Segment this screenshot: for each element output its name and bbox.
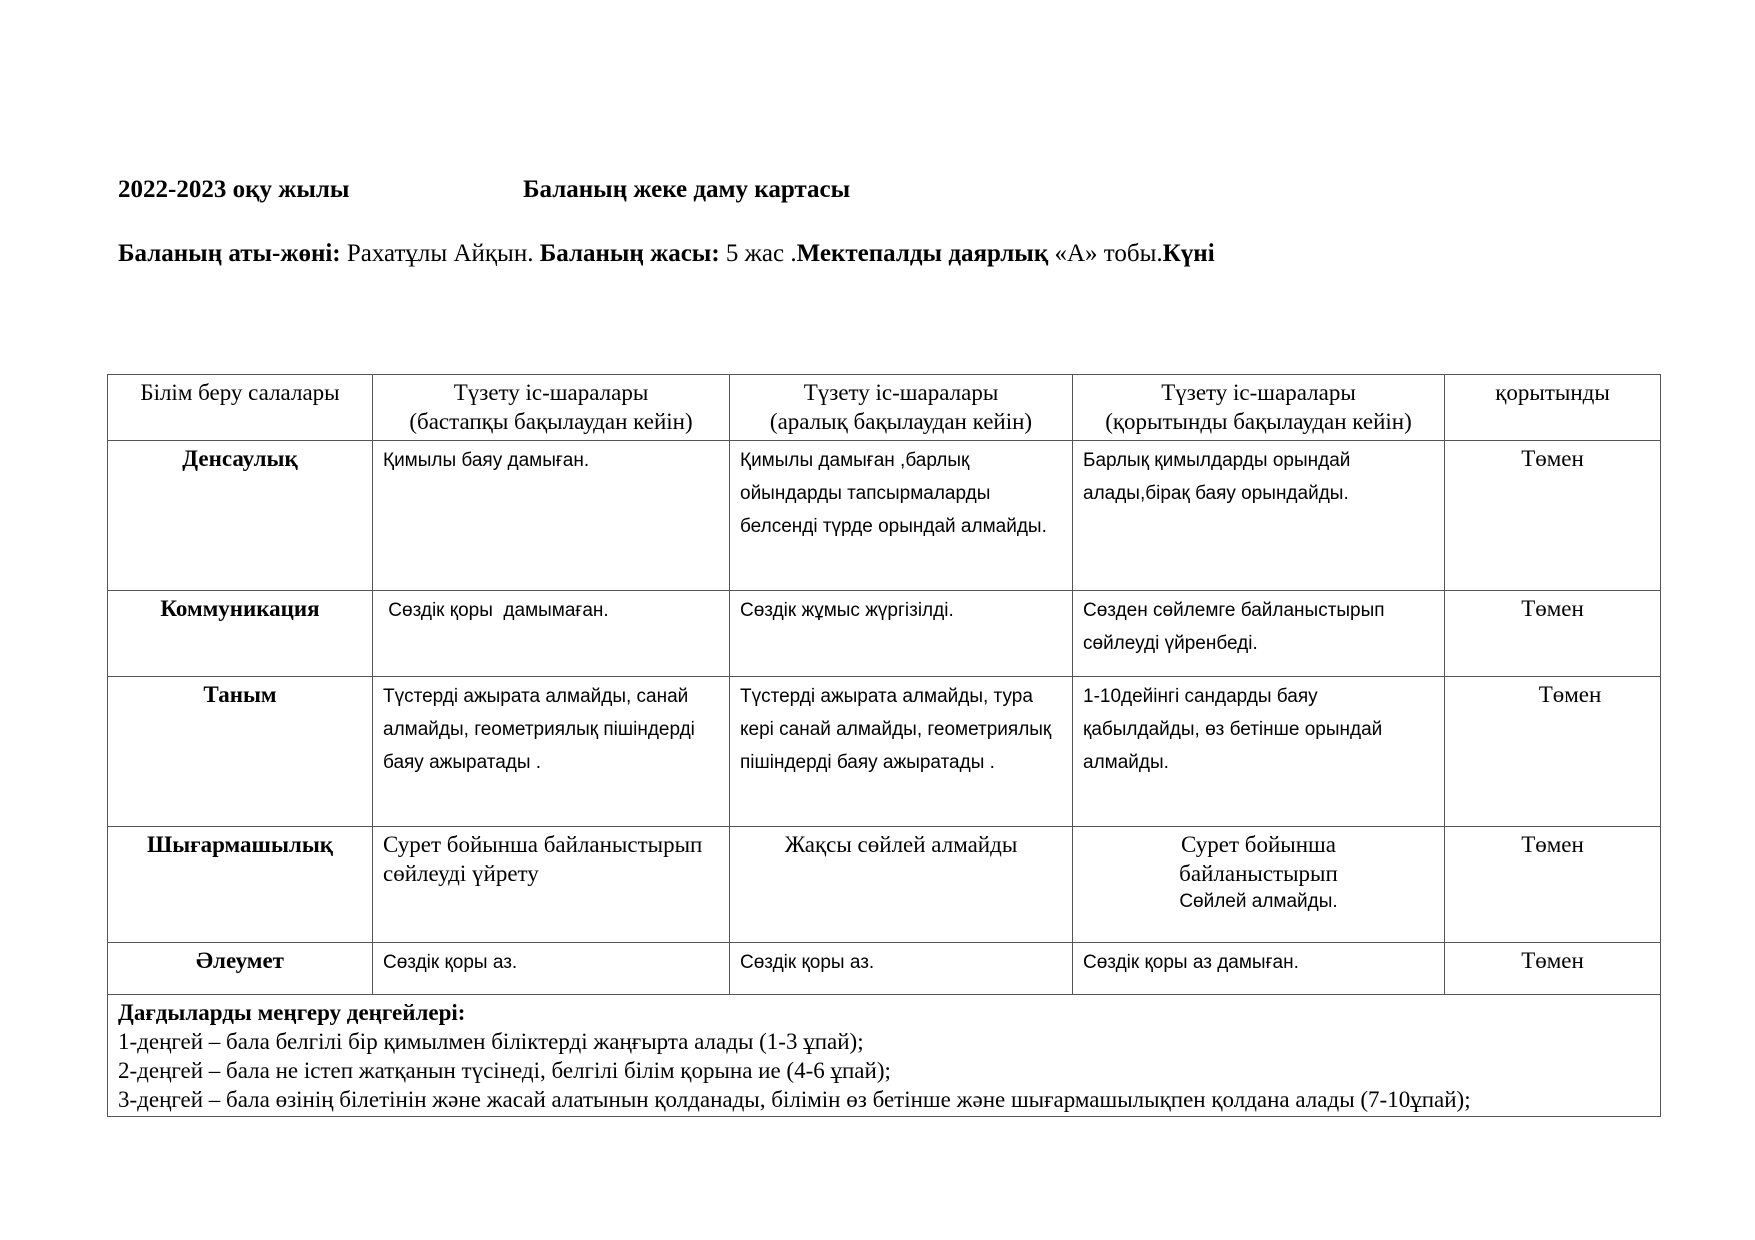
- initial-cell: Қимылы баяу дамыған.: [373, 441, 730, 591]
- levels-row: [108, 995, 1661, 1117]
- table-row: [108, 943, 1661, 995]
- final-cell: Барлық қимылдарды орындай алады,бірақ баяу орындайды.: [1073, 441, 1445, 591]
- final-cell-line-a: Сурет бойынша байланыстырып: [1179, 832, 1338, 886]
- group-value: «А» тобы.: [1048, 240, 1163, 267]
- area-cell: Денсаулық: [108, 441, 373, 591]
- table-row: [108, 591, 1661, 677]
- area-cell: Таным: [108, 677, 373, 827]
- middle-cell: Жақсы сөйлей алмайды: [730, 827, 1073, 943]
- levels-cell: [108, 995, 1661, 1117]
- initial-cell: Сөздік қоры аз.: [373, 943, 730, 995]
- area-cell: Коммуникация: [108, 591, 373, 677]
- table-row: [108, 677, 1661, 827]
- result-cell: Төмен: [1445, 827, 1661, 943]
- final-cell: Сөздік қоры аз дамыған.: [1073, 943, 1445, 995]
- age-value: 5 жас .: [719, 240, 797, 267]
- name-value: Рахатұлы Айқын.: [340, 240, 540, 267]
- result-cell: Төмен: [1445, 677, 1661, 827]
- result-cell: Төмен: [1445, 591, 1661, 677]
- result-cell: Төмен: [1445, 441, 1661, 591]
- column-header-middle: Түзету іс-шаралары (аралық бақылаудан кейін): [730, 375, 1073, 441]
- area-cell: Әлеумет: [108, 943, 373, 995]
- initial-cell: Сурет бойынша байланыстырып сөйлеуді үйрету: [373, 827, 730, 943]
- document-title: Баланың жеке даму картасы: [523, 176, 851, 203]
- document-header: [118, 176, 851, 204]
- level-item: 3-деңгей – бала өзінің білетінін және жасай алатынын қолданады, білімін өз бетінше және шығармашылықпен қолдана алады (7-10ұпай);: [118, 1087, 1471, 1112]
- name-label: Баланың аты-жөні:: [118, 240, 341, 267]
- academic-year: 2022-2023 оқу жылы: [118, 176, 350, 203]
- area-cell: Шығармашылық: [108, 827, 373, 943]
- middle-cell: Сөздік жұмыс жүргізілді.: [730, 591, 1073, 677]
- final-cell: Сөзден сөйлемге байланыстырып сөйлеуді үйренбеді.: [1073, 591, 1445, 677]
- levels-heading: Дағдыларды меңгеру деңгейлері:: [118, 1000, 466, 1025]
- middle-cell: Түстерді ажырата алмайды, тура кері санай алмайды, геометриялық пішіндерді баяу ажыратады .: [730, 677, 1073, 827]
- final-cell-line-b: Сөйлей алмайды.: [1179, 891, 1338, 912]
- final-cell: [1073, 827, 1445, 943]
- initial-cell: Түстерді ажырата алмайды, санай алмайды, геометриялық пішіндерді баяу ажыратады .: [373, 677, 730, 827]
- result-cell: Төмен: [1445, 943, 1661, 995]
- child-info-line: [118, 240, 1215, 268]
- column-header-final: Түзету іс-шаралары (қорытынды бақылаудан кейін): [1073, 375, 1445, 441]
- group-label: Мектепалды даярлық: [796, 240, 1049, 267]
- column-header-areas: Білім беру салалары: [108, 375, 373, 441]
- column-header-result: қорытынды: [1445, 375, 1661, 441]
- table-header-row: [108, 375, 1661, 441]
- initial-cell: Сөздік қоры дамымаған.: [373, 591, 730, 677]
- date-label: Күні: [1162, 240, 1215, 267]
- middle-cell: Қимылы дамыған ,барлық ойындарды тапсырмаларды белсенді түрде орындай алмайды.: [730, 441, 1073, 591]
- middle-cell: Сөздік қоры аз.: [730, 943, 1073, 995]
- level-item: 2-деңгей – бала не істеп жатқанын түсінеді, белгілі білім қорына ие (4-6 ұпай);: [118, 1058, 891, 1083]
- development-card-table: [107, 374, 1661, 1117]
- column-header-initial: Түзету іс-шаралары (бастапқы бақылаудан кейін): [373, 375, 730, 441]
- level-item: 1-деңгей – бала белгілі бір қимылмен біліктерді жаңғырта алады (1-3 ұпай);: [118, 1029, 864, 1054]
- age-label: Баланың жасы:: [539, 240, 720, 267]
- table-row: [108, 827, 1661, 943]
- table-row: [108, 441, 1661, 591]
- final-cell: 1-10дейінгі сандарды баяу қабылдайды, өз бетінше орындай алмайды.: [1073, 677, 1445, 827]
